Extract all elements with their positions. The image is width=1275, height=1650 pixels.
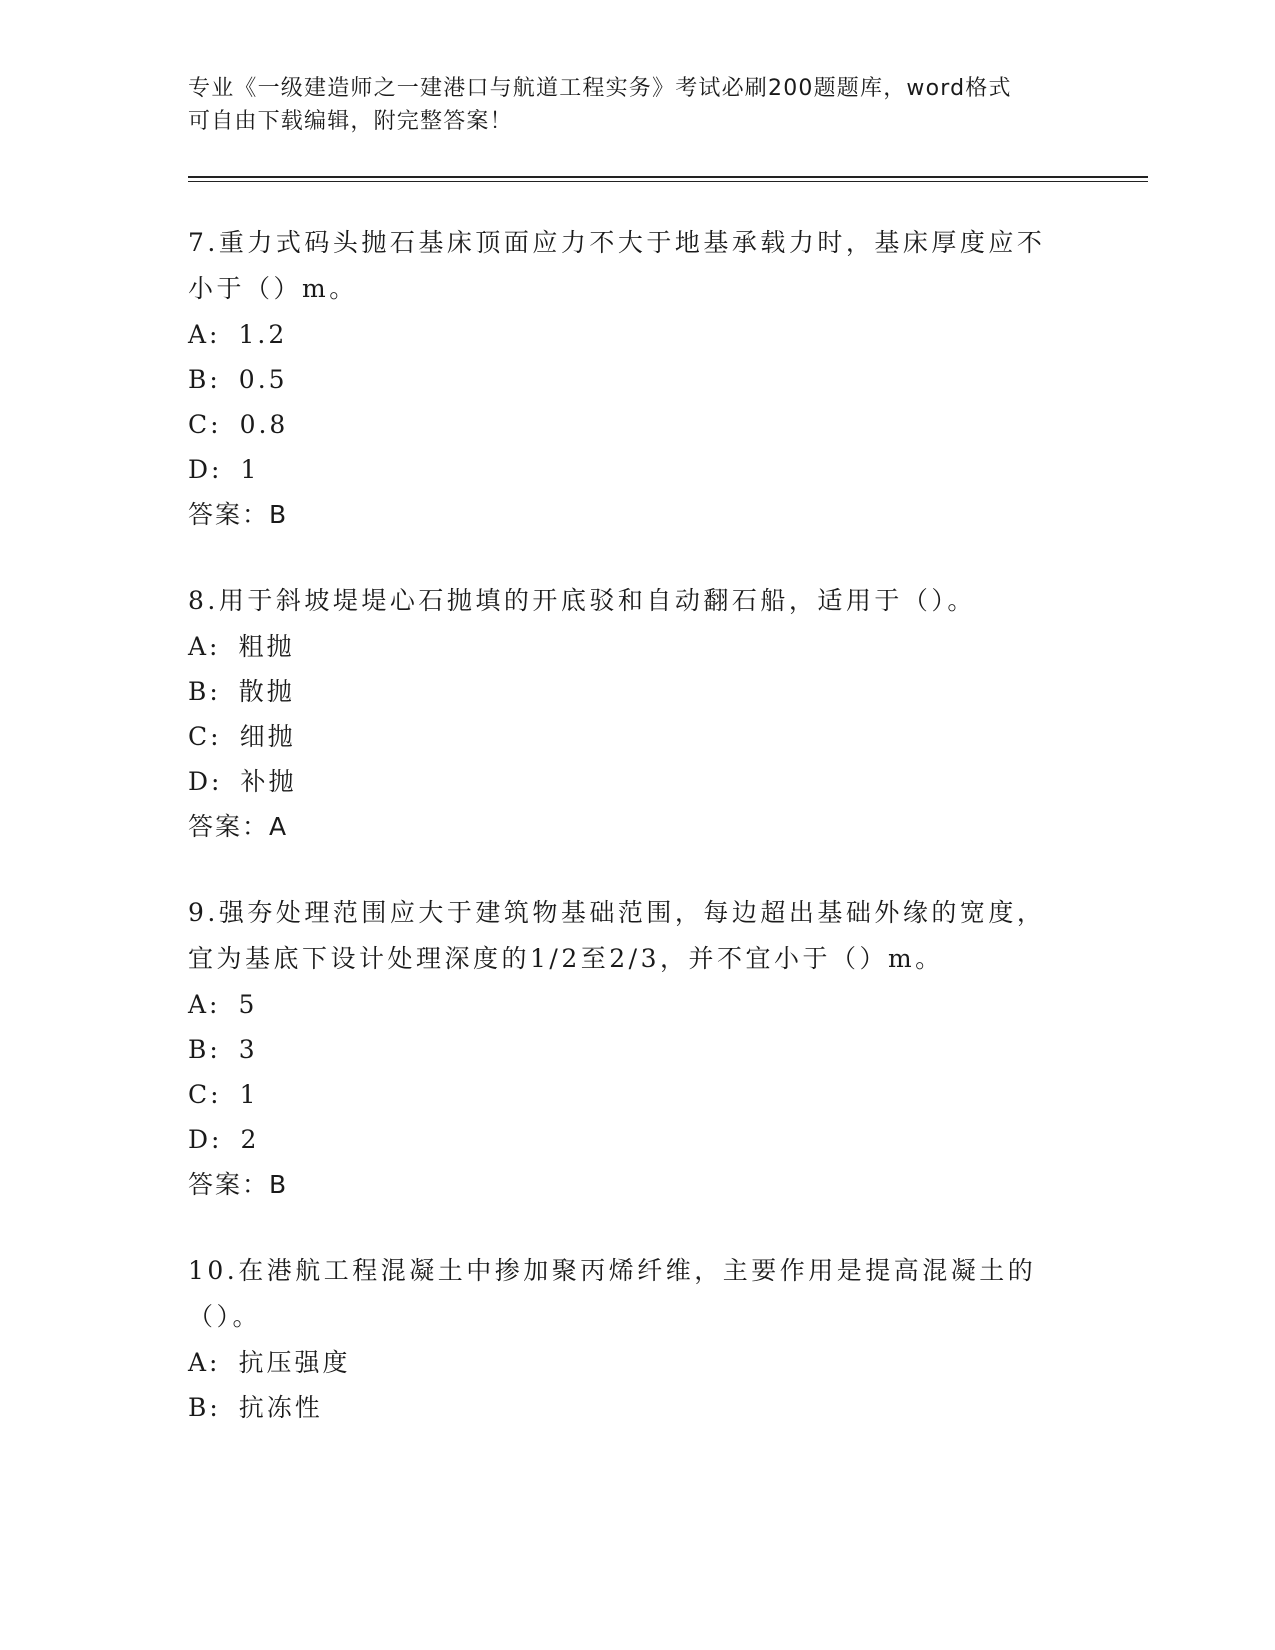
option-c bbox=[188, 402, 1148, 447]
option-text: 1 bbox=[239, 1080, 259, 1109]
option-c bbox=[188, 1072, 1148, 1117]
question-item bbox=[188, 220, 1148, 538]
option-text: 2 bbox=[240, 1125, 260, 1154]
option-a bbox=[188, 1340, 1148, 1385]
question-item bbox=[188, 578, 1148, 850]
option-key: B: bbox=[188, 677, 221, 706]
question-stem: 8.用于斜坡堤堤心石抛填的开底驳和自动翻石船，适用于（）。 bbox=[188, 586, 976, 615]
option-text: 1.2 bbox=[238, 320, 288, 349]
option-text: 3 bbox=[238, 1035, 258, 1064]
option-text: 0.5 bbox=[238, 365, 288, 394]
option-key: A: bbox=[188, 320, 221, 349]
question-stem: 9.强夯处理范围应大于建筑物基础范围，每边超出基础外缘的宽度，宜为基底下设计处理深度的1/2至2/3，并不宜小于（）m。 bbox=[188, 898, 1046, 973]
option-text: 细抛 bbox=[239, 722, 296, 751]
header-title-line-1: 专业《一级建造师之一建港口与航道工程实务》考试必刷200题题库，word格式 bbox=[188, 76, 1012, 101]
question-list bbox=[188, 220, 1148, 1430]
option-text: 0.8 bbox=[239, 410, 289, 439]
option-c bbox=[188, 714, 1148, 759]
option-b bbox=[188, 357, 1148, 402]
option-d bbox=[188, 447, 1148, 492]
option-d bbox=[188, 759, 1148, 804]
option-key: C: bbox=[188, 410, 222, 439]
option-key: C: bbox=[188, 1080, 222, 1109]
answer-line: 答案：A bbox=[188, 812, 289, 841]
option-key: A: bbox=[188, 632, 221, 661]
option-key: B: bbox=[188, 365, 221, 394]
option-key: A: bbox=[188, 1348, 221, 1377]
option-key: A: bbox=[188, 990, 221, 1019]
question-item bbox=[188, 1248, 1148, 1430]
question-item bbox=[188, 890, 1148, 1208]
header-title-line-2: 可自由下载编辑，附完整答案！ bbox=[188, 109, 513, 134]
document-header bbox=[188, 72, 1068, 138]
option-text: 粗抛 bbox=[238, 632, 295, 661]
option-key: C: bbox=[188, 722, 222, 751]
answer-line: 答案：B bbox=[188, 1170, 289, 1199]
answer-line: 答案：B bbox=[188, 500, 289, 529]
option-key: D: bbox=[188, 1125, 223, 1154]
option-text: 抗冻性 bbox=[238, 1393, 323, 1422]
option-key: D: bbox=[188, 767, 223, 796]
option-text: 补抛 bbox=[240, 767, 297, 796]
option-text: 散抛 bbox=[238, 677, 295, 706]
option-b bbox=[188, 669, 1148, 714]
option-b bbox=[188, 1385, 1148, 1430]
option-text: 5 bbox=[238, 990, 258, 1019]
option-b bbox=[188, 1027, 1148, 1072]
document-page bbox=[188, 72, 1148, 1470]
option-d bbox=[188, 1117, 1148, 1162]
option-key: B: bbox=[188, 1035, 221, 1064]
option-key: B: bbox=[188, 1393, 221, 1422]
option-a bbox=[188, 982, 1148, 1027]
option-text: 抗压强度 bbox=[238, 1348, 351, 1377]
question-stem: 10.在港航工程混凝土中掺加聚丙烯纤维，主要作用是提高混凝土的（）。 bbox=[188, 1256, 1037, 1331]
option-text: 1 bbox=[240, 455, 260, 484]
option-a bbox=[188, 624, 1148, 669]
header-divider bbox=[188, 176, 1148, 178]
question-stem: 7.重力式码头抛石基床顶面应力不大于地基承载力时，基床厚度应不小于（）m。 bbox=[188, 228, 1046, 303]
option-key: D: bbox=[188, 455, 223, 484]
option-a bbox=[188, 312, 1148, 357]
